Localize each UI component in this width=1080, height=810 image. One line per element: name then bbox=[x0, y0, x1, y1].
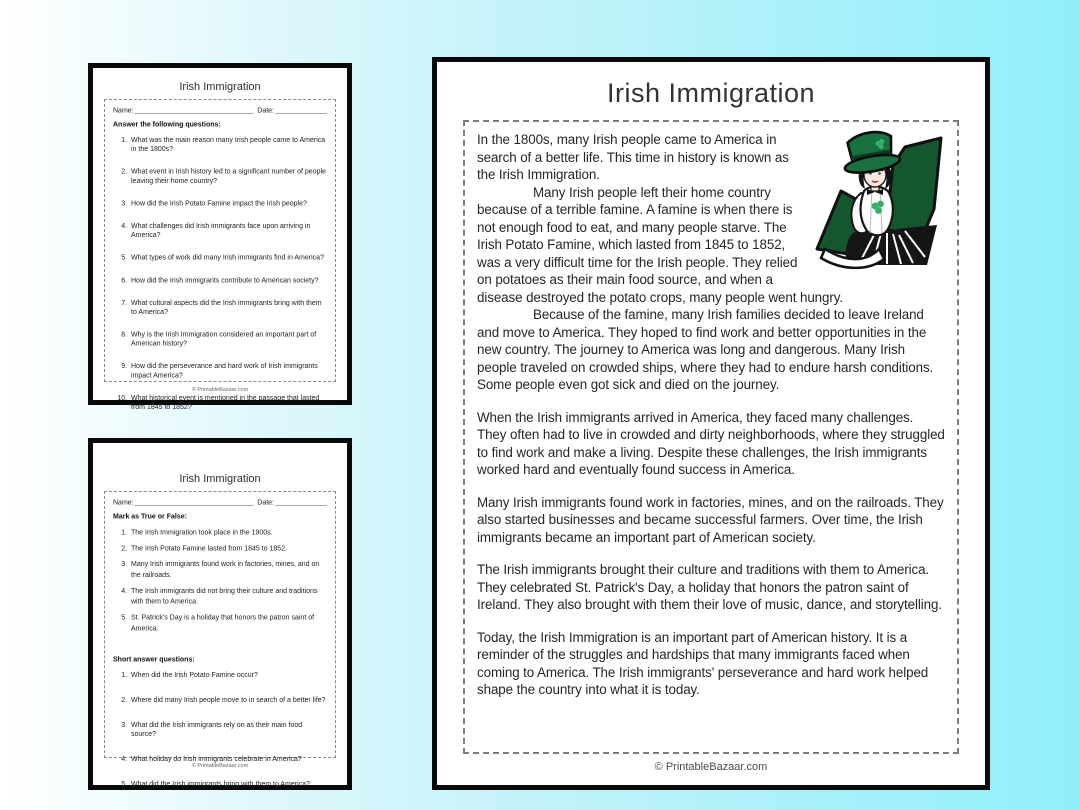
short-answer-item: 4. What holiday do Irish immigrants celebrate in America? bbox=[129, 754, 327, 763]
copyright-footer: © PrintableBazaar.com bbox=[191, 762, 249, 769]
true-false-list bbox=[113, 527, 327, 634]
true-false-item: 5. St. Patrick's Day is a holiday that honors the patron saint of America. bbox=[129, 612, 327, 634]
worksheet-true-false-page bbox=[88, 438, 352, 790]
passage-title: Irish Immigration bbox=[606, 78, 816, 108]
reading-passage-page bbox=[432, 57, 990, 790]
short-answer-heading: Short answer questions: bbox=[113, 654, 195, 663]
question-item: 3. How did the Irish Potato Famine impact the Irish people? bbox=[129, 198, 327, 207]
question-item: 4. What challenges did Irish immigrants face upon arriving in America? bbox=[129, 221, 327, 239]
passage-paragraph: When the Irish immigrants arrived in America, they faced many challenges. They often had to live in crowded and dirty neighborhoods, where they struggled to find work and make a living. Despite these challenges, the Irish immigrants worked hard and eventually found success in America. bbox=[477, 409, 945, 477]
passage-paragraph: Many Irish immigrants found work in factories, mines, and on the railroads. They also started businesses and became successful farmers. Over time, the Irish immigrants became an important part of American society. bbox=[477, 494, 944, 545]
true-false-item: 4. The Irish immigrants did not bring their culture and traditions with them to America. bbox=[129, 585, 327, 607]
passage-paragraph: The Irish immigrants brought their culture and traditions with them to America. They celebrated St. Patrick's Day, a holiday that honors the patron saint of Ireland. They also brought with them their love of music, dance, and storytelling. bbox=[477, 562, 942, 612]
corset bbox=[861, 187, 893, 236]
question-item: 9. How did the perseverance and hard work of Irish immigrants impact America? bbox=[129, 361, 327, 379]
date-blank-line bbox=[275, 499, 327, 506]
passage-paragraph: Many Irish people left their home country because of a terrible famine. A famine is when there is not enough food to eat, and many people starve. The Irish Potato Famine, which lasted from 1845 to 1852, was a very difficult time for the Irish people. They relied on potatoes as their main food source, and when a disease destroyed the potato crops, many people went hungry. bbox=[477, 184, 843, 305]
date-label: Date: bbox=[257, 106, 274, 114]
true-false-item: 3. Many Irish immigrants found work in factories, mines, and on the railroads. bbox=[129, 559, 327, 581]
question-item: 10. What historical event is mentioned in the passage that lasted from 1845 to 1852? bbox=[129, 393, 327, 411]
passage-paragraph: In the 1800s, many Irish people came to America in search of a better life. This time in history is known as the Irish Immigration. bbox=[477, 132, 789, 182]
name-date-row bbox=[113, 106, 327, 114]
short-answer-item: 5. What did the Irish immigrants bring with them to America? bbox=[129, 779, 327, 788]
questions-list bbox=[113, 135, 327, 411]
worksheet1-title: Irish Immigration bbox=[179, 80, 261, 93]
question-item: 8. Why is the Irish Immigration considered an important part of American history? bbox=[129, 330, 327, 348]
worksheet2-title: Irish Immigration bbox=[179, 472, 261, 485]
passage-paragraph: Because of the famine, many Irish families decided to leave Ireland and move to America. They hoped to find work and better opportunities in the new country. The journey to America was long and dangerous. Many Irish people traveled on crowded ships, where they had to endure harsh conditions. Some people even got sick and died on the journey. bbox=[477, 307, 934, 392]
name-label: Name: bbox=[113, 106, 134, 114]
question-item: 7. What cultural aspects did the Irish immigrants bring with them to America? bbox=[129, 298, 327, 316]
true-false-item: 1. The Irish Immigration took place in the 1900s. bbox=[129, 527, 327, 538]
passage-box bbox=[463, 120, 959, 754]
name-date-row bbox=[113, 498, 327, 506]
short-answer-item: 1. When did the Irish Potato Famine occur? bbox=[129, 670, 327, 679]
worksheet-questions-page bbox=[88, 63, 352, 411]
true-false-heading: Mark as True or False: bbox=[113, 512, 187, 520]
short-answer-item: 3. What did the Irish immigrants rely on as their main food source? bbox=[129, 720, 327, 738]
true-false-item: 2. The Irish Potato Famine lasted from 1845 to 1852. bbox=[129, 543, 327, 554]
question-item: 2. What event in Irish history led to a significant number of people leaving their home country? bbox=[129, 167, 327, 185]
date-blank-line bbox=[275, 107, 327, 114]
question-item: 6. How did the Irish immigrants contribute to American society? bbox=[129, 275, 327, 284]
passage-paragraph: Today, the Irish Immigration is an important part of American history. It is a reminder of the struggles and hardships that many immigrants faced when coming to America. The Irish immigrants' perseverance and hard work helped shape the country into what it is today. bbox=[477, 629, 929, 697]
name-blank-line bbox=[135, 499, 254, 506]
question-item: 1. What was the main reason many Irish people came to America in the 1800s? bbox=[129, 135, 327, 153]
question-item: 5. What types of work did many Irish immigrants find in America? bbox=[129, 253, 327, 262]
name-label: Name: bbox=[113, 498, 134, 506]
name-blank-line bbox=[135, 107, 254, 114]
irish-dancer-illustration bbox=[809, 131, 945, 269]
copyright-footer: © PrintableBazaar.com bbox=[654, 761, 768, 773]
questions-heading: Answer the following questions: bbox=[113, 120, 221, 128]
date-label: Date: bbox=[257, 498, 274, 506]
short-answer-list bbox=[113, 670, 327, 789]
copyright-footer: © PrintableBazaar.com bbox=[191, 386, 249, 393]
short-answer-item: 2. Where did many Irish people move to in search of a better life? bbox=[129, 695, 327, 704]
